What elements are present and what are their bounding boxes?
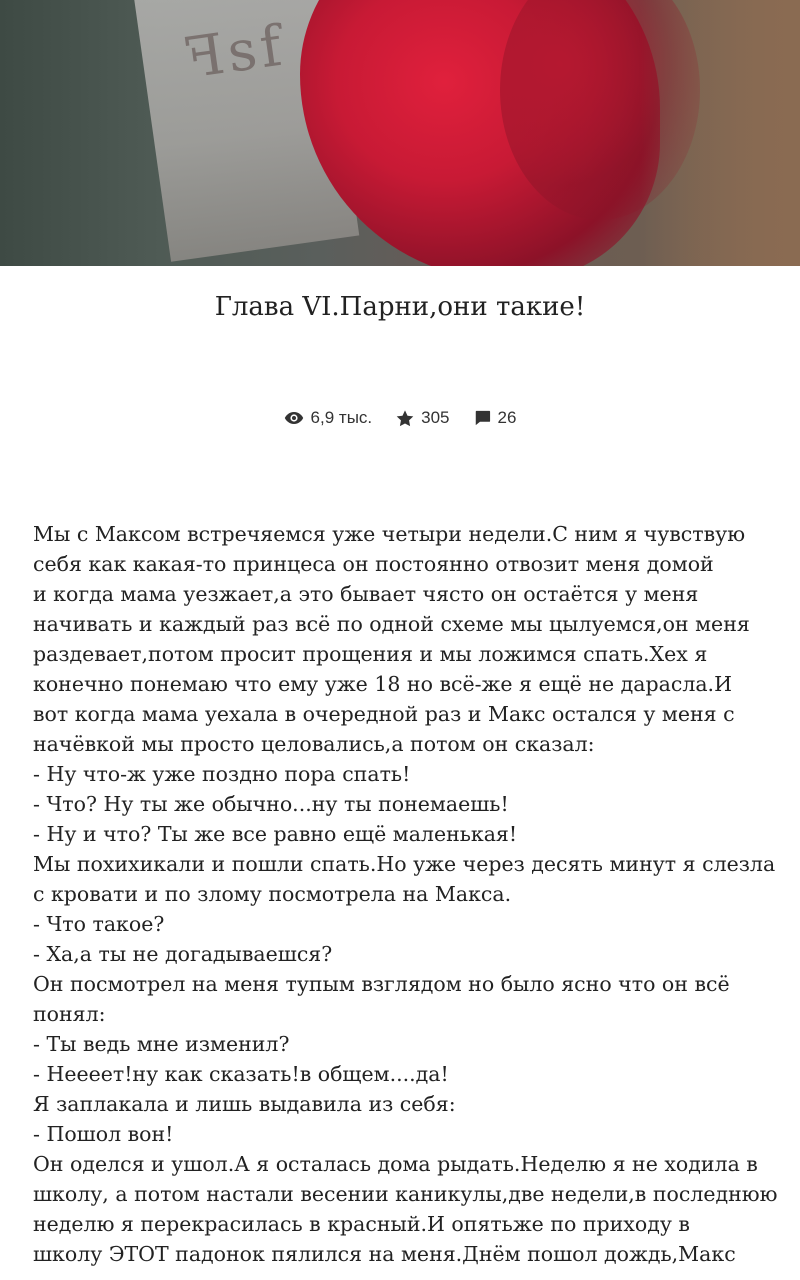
story-line: - Что? Ну ты же обычно...ну ты понемаешь! [33, 792, 509, 816]
story-line: - Пошол вон! [33, 1122, 174, 1146]
story-line: Он посмотрел на меня тупым взглядом но было ясно что он всё [33, 972, 730, 996]
cover-paper-lettering: ꟻsf [180, 13, 290, 92]
story-line: школу, а потом настали весении каникулы,две недели,в последнюю [33, 1182, 778, 1206]
story-line: раздевает,потом просит прощения и мы ложимся спать.Хех я [33, 642, 708, 666]
story-line: начивать и каждый раз всё по одной схеме мы цылуемся,он меня [33, 612, 750, 636]
story-line: - Ты ведь мне изменил? [33, 1032, 290, 1056]
story-line: себя как какая-то принцеса он постоянно отвозит меня домой [33, 552, 714, 576]
story-line: Мы с Максом встречяемся уже четыри недели.С ним я чувствую [33, 522, 746, 546]
star-icon [396, 410, 414, 427]
story-line: с кровати и по злому посмотрела на Макса. [33, 882, 512, 906]
story-line: - Ха,а ты не догадываешся? [33, 942, 333, 966]
story-line: - Ну что-ж уже поздно пора спать! [33, 762, 411, 786]
views-stat [284, 408, 373, 428]
story-line: Он оделся и ушол.А я осталась дома рыдать.Неделю я не ходила в [33, 1152, 758, 1176]
story-line: неделю я перекрасилась в красный.И опятьже по приходу в [33, 1212, 690, 1236]
chapter-title: Глава VI.Парни,они такие! [214, 292, 586, 322]
story-line: - Ну и что? Ты же все равно ещё маленькая! [33, 822, 518, 846]
story-line: Мы похихикали и пошли спать.Но уже через десять минут я слезла [33, 852, 776, 876]
comments-stat[interactable] [474, 408, 517, 428]
comment-icon [474, 410, 491, 426]
chapter-cover-image [0, 0, 800, 266]
eye-icon [284, 411, 304, 425]
story-line: начёвкой мы просто целовались,а потом он сказал: [33, 732, 595, 756]
votes-stat [396, 408, 449, 428]
cover-right-shade [640, 0, 800, 266]
story-text [33, 519, 778, 1269]
story-line: конечно понемаю что ему уже 18 но всё-же я ещё не дарасла.И [33, 672, 732, 696]
views-count: 6,9 тыс. [310, 408, 373, 427]
story-line: и когда мама уезжает,а это бывает чясто он остаётся у меня [33, 582, 699, 606]
story-line: школу ЭТОТ падонок пялился на меня.Днём пошол дождь,Макс [33, 1242, 736, 1266]
story-line: понял: [33, 1002, 106, 1026]
story-line: вот когда мама уехала в очередной раз и Макс остался у меня с [33, 702, 735, 726]
story-line: - Неееет!ну как сказать!в общем....да! [33, 1062, 449, 1086]
comments-count: 26 [497, 408, 517, 427]
story-line: Я заплакала и лишь выдавила из себя: [33, 1092, 456, 1116]
story-line: - Что такое? [33, 912, 165, 936]
votes-count: 305 [421, 408, 450, 427]
chapter-stats [0, 408, 800, 428]
